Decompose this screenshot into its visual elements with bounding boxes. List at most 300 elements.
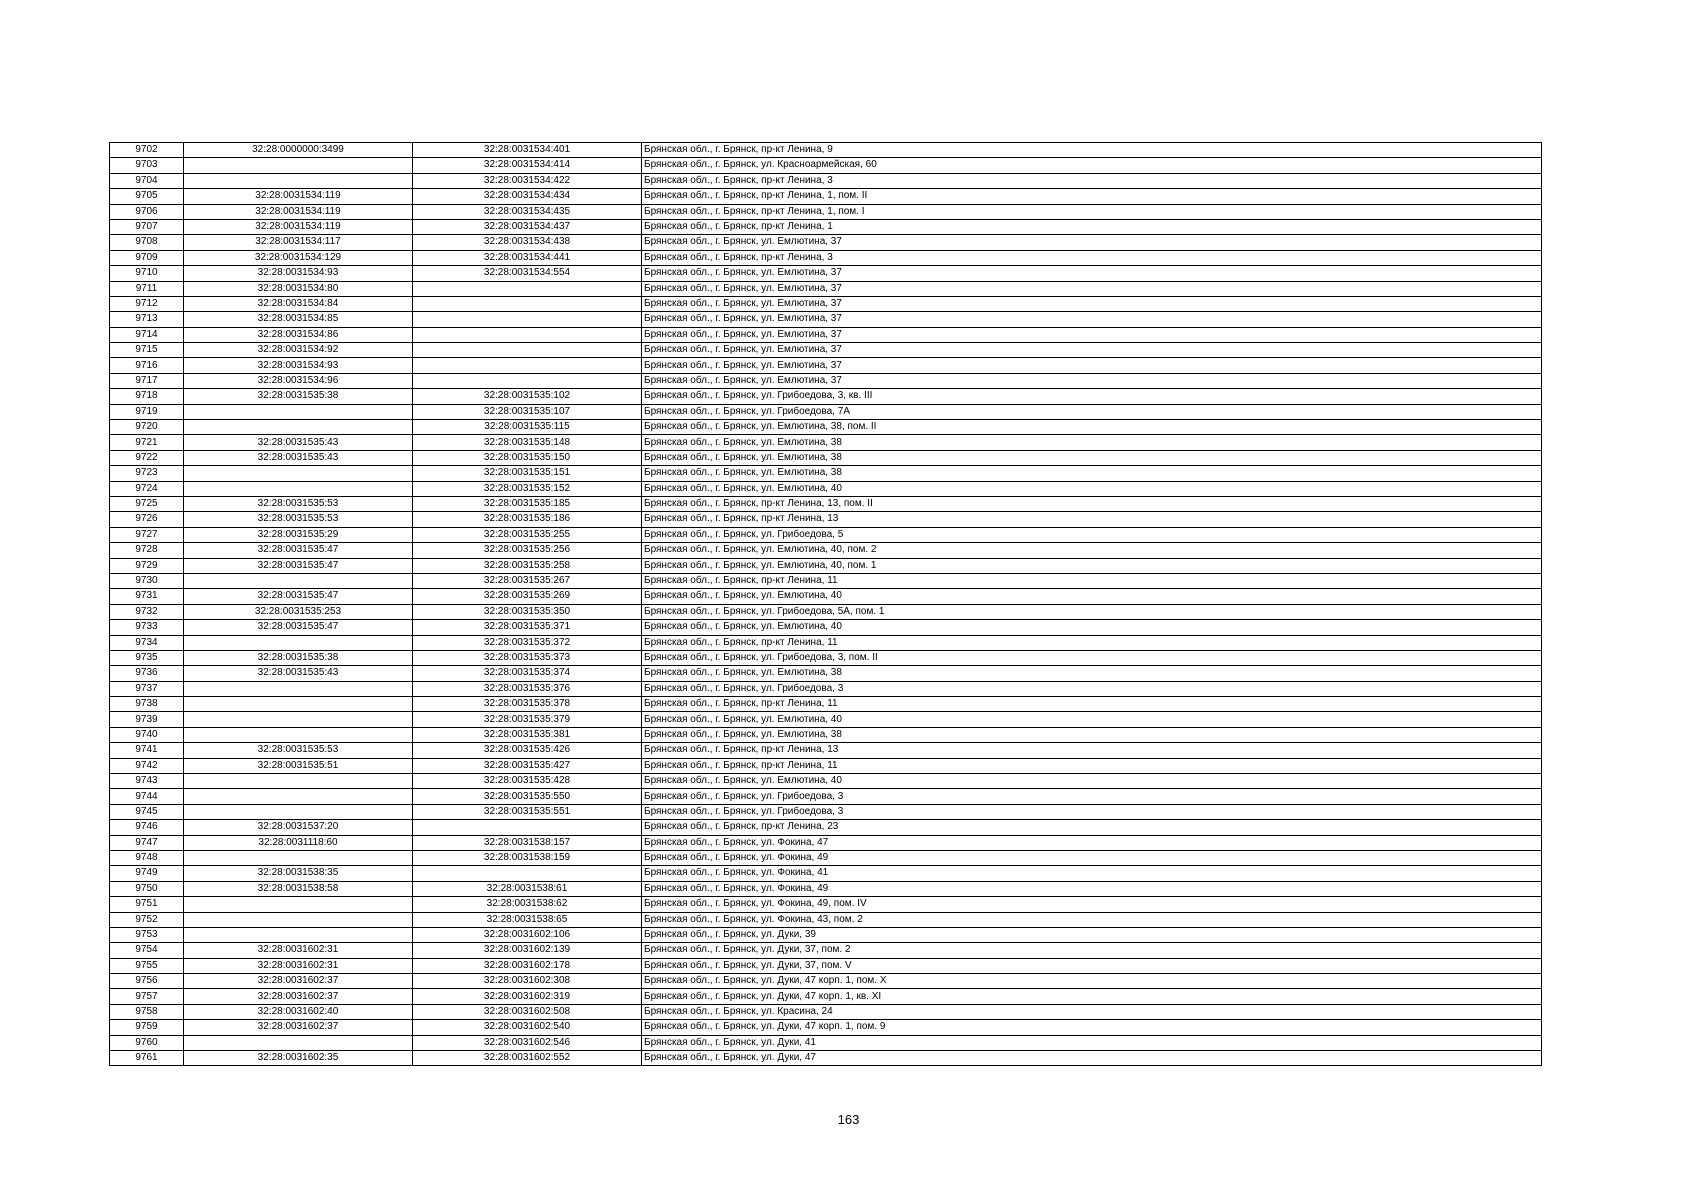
row-number-cell: 9729 xyxy=(110,558,184,573)
cadastral-number-cell: 32:28:0031535:372 xyxy=(413,635,642,650)
cadastral-number-cell: 32:28:0031535:379 xyxy=(413,712,642,727)
cadastral-number-cell: 32:28:0031534:435 xyxy=(413,204,642,219)
row-number-cell: 9724 xyxy=(110,481,184,496)
cadastral-number-cell xyxy=(413,358,642,373)
address-cell: Брянская обл., г. Брянск, ул. Грибоедова, 3 xyxy=(642,789,1542,804)
address-cell: Брянская обл., г. Брянск, ул. Емлютина, 40 xyxy=(642,589,1542,604)
table-row xyxy=(110,143,1542,158)
address-cell: Брянская обл., г. Брянск, ул. Дуки, 47 корп. 1, пом. X xyxy=(642,974,1542,989)
cadastral-number-cell: 32:28:0031538:157 xyxy=(413,835,642,850)
row-number-cell: 9761 xyxy=(110,1051,184,1066)
cadastral-number-cell: 32:28:0031535:376 xyxy=(413,681,642,696)
cadastral-number-cell xyxy=(413,327,642,342)
address-cell: Брянская обл., г. Брянск, ул. Емлютина, 40 xyxy=(642,620,1542,635)
cadastral-number-cell: 32:28:0031538:65 xyxy=(413,912,642,927)
previous-cadastral-number-cell xyxy=(184,927,413,942)
row-number-cell: 9760 xyxy=(110,1035,184,1050)
row-number-cell: 9759 xyxy=(110,1020,184,1035)
row-number-cell: 9751 xyxy=(110,897,184,912)
row-number-cell: 9742 xyxy=(110,758,184,773)
table-row xyxy=(110,774,1542,789)
row-number-cell: 9709 xyxy=(110,250,184,265)
row-number-cell: 9756 xyxy=(110,974,184,989)
address-cell: Брянская обл., г. Брянск, пр-кт Ленина, 11 xyxy=(642,635,1542,650)
row-number-cell: 9707 xyxy=(110,219,184,234)
address-cell: Брянская обл., г. Брянск, пр-кт Ленина, 11 xyxy=(642,758,1542,773)
address-cell: Брянская обл., г. Брянск, пр-кт Ленина, 13 xyxy=(642,743,1542,758)
previous-cadastral-number-cell: 32:28:0031535:43 xyxy=(184,666,413,681)
cadastral-number-cell xyxy=(413,866,642,881)
cadastral-number-cell: 32:28:0031534:434 xyxy=(413,189,642,204)
address-cell: Брянская обл., г. Брянск, ул. Емлютина, 37 xyxy=(642,235,1542,250)
address-cell: Брянская обл., г. Брянск, ул. Емлютина, 38 xyxy=(642,466,1542,481)
address-cell: Брянская обл., г. Брянск, пр-кт Ленина, 1, пом. II xyxy=(642,189,1542,204)
table-row xyxy=(110,343,1542,358)
row-number-cell: 9715 xyxy=(110,343,184,358)
records-table-body xyxy=(110,143,1542,1066)
cadastral-number-cell: 32:28:0031535:258 xyxy=(413,558,642,573)
previous-cadastral-number-cell: 32:28:0031602:35 xyxy=(184,1051,413,1066)
cadastral-number-cell: 32:28:0031602:319 xyxy=(413,989,642,1004)
cadastral-number-cell: 32:28:0031535:350 xyxy=(413,604,642,619)
table-row xyxy=(110,204,1542,219)
address-cell: Брянская обл., г. Брянск, пр-кт Ленина, 13, пом. II xyxy=(642,496,1542,511)
previous-cadastral-number-cell: 32:28:0031535:53 xyxy=(184,496,413,511)
previous-cadastral-number-cell: 32:28:0031535:29 xyxy=(184,527,413,542)
row-number-cell: 9721 xyxy=(110,435,184,450)
table-row xyxy=(110,250,1542,265)
address-cell: Брянская обл., г. Брянск, пр-кт Ленина, 23 xyxy=(642,820,1542,835)
previous-cadastral-number-cell xyxy=(184,420,413,435)
row-number-cell: 9746 xyxy=(110,820,184,835)
previous-cadastral-number-cell: 32:28:0031534:92 xyxy=(184,343,413,358)
address-cell: Брянская обл., г. Брянск, пр-кт Ленина, 3 xyxy=(642,250,1542,265)
address-cell: Брянская обл., г. Брянск, ул. Грибоедова, 7А xyxy=(642,404,1542,419)
previous-cadastral-number-cell xyxy=(184,774,413,789)
table-row xyxy=(110,589,1542,604)
table-row xyxy=(110,604,1542,619)
address-cell: Брянская обл., г. Брянск, ул. Емлютина, 40 xyxy=(642,481,1542,496)
address-cell: Брянская обл., г. Брянск, ул. Дуки, 47 корп. 1, кв. XI xyxy=(642,989,1542,1004)
previous-cadastral-number-cell xyxy=(184,573,413,588)
previous-cadastral-number-cell: 32:28:0031535:47 xyxy=(184,589,413,604)
previous-cadastral-number-cell: 32:28:0031535:47 xyxy=(184,558,413,573)
address-cell: Брянская обл., г. Брянск, пр-кт Ленина, 11 xyxy=(642,697,1542,712)
previous-cadastral-number-cell: 32:28:0000000:3499 xyxy=(184,143,413,158)
table-row xyxy=(110,989,1542,1004)
address-cell: Брянская обл., г. Брянск, ул. Емлютина, 37 xyxy=(642,281,1542,296)
cadastral-number-cell xyxy=(413,373,642,388)
row-number-cell: 9754 xyxy=(110,943,184,958)
table-row xyxy=(110,481,1542,496)
previous-cadastral-number-cell: 32:28:0031118:60 xyxy=(184,835,413,850)
table-row xyxy=(110,512,1542,527)
row-number-cell: 9713 xyxy=(110,312,184,327)
table-row xyxy=(110,789,1542,804)
previous-cadastral-number-cell: 32:28:0031535:47 xyxy=(184,620,413,635)
address-cell: Брянская обл., г. Брянск, ул. Емлютина, 40, пом. 2 xyxy=(642,543,1542,558)
row-number-cell: 9703 xyxy=(110,158,184,173)
row-number-cell: 9718 xyxy=(110,389,184,404)
row-number-cell: 9705 xyxy=(110,189,184,204)
row-number-cell: 9733 xyxy=(110,620,184,635)
table-row xyxy=(110,620,1542,635)
row-number-cell: 9736 xyxy=(110,666,184,681)
cadastral-number-cell: 32:28:0031535:107 xyxy=(413,404,642,419)
table-row xyxy=(110,835,1542,850)
cadastral-number-cell xyxy=(413,281,642,296)
row-number-cell: 9737 xyxy=(110,681,184,696)
previous-cadastral-number-cell: 32:28:0031538:58 xyxy=(184,881,413,896)
address-cell: Брянская обл., г. Брянск, ул. Грибоедова, 3 xyxy=(642,681,1542,696)
previous-cadastral-number-cell: 32:28:0031535:53 xyxy=(184,512,413,527)
cadastral-number-cell: 32:28:0031602:546 xyxy=(413,1035,642,1050)
table-row xyxy=(110,850,1542,865)
address-cell: Брянская обл., г. Брянск, ул. Фокина, 49, пом. IV xyxy=(642,897,1542,912)
cadastral-number-cell: 32:28:0031535:148 xyxy=(413,435,642,450)
table-row xyxy=(110,235,1542,250)
cadastral-number-cell xyxy=(413,820,642,835)
row-number-cell: 9755 xyxy=(110,958,184,973)
previous-cadastral-number-cell: 32:28:0031602:40 xyxy=(184,1004,413,1019)
table-row xyxy=(110,543,1542,558)
row-number-cell: 9722 xyxy=(110,450,184,465)
previous-cadastral-number-cell: 32:28:0031534:119 xyxy=(184,219,413,234)
table-row xyxy=(110,912,1542,927)
previous-cadastral-number-cell: 32:28:0031535:38 xyxy=(184,389,413,404)
row-number-cell: 9712 xyxy=(110,296,184,311)
cadastral-number-cell: 32:28:0031602:106 xyxy=(413,927,642,942)
cadastral-number-cell: 32:28:0031535:378 xyxy=(413,697,642,712)
table-row xyxy=(110,820,1542,835)
row-number-cell: 9740 xyxy=(110,727,184,742)
address-cell: Брянская обл., г. Брянск, ул. Емлютина, 40, пом. 1 xyxy=(642,558,1542,573)
previous-cadastral-number-cell: 32:28:0031537:20 xyxy=(184,820,413,835)
previous-cadastral-number-cell xyxy=(184,173,413,188)
previous-cadastral-number-cell xyxy=(184,1035,413,1050)
address-cell: Брянская обл., г. Брянск, ул. Грибоедова, 5 xyxy=(642,527,1542,542)
address-cell: Брянская обл., г. Брянск, пр-кт Ленина, 9 xyxy=(642,143,1542,158)
table-row xyxy=(110,681,1542,696)
cadastral-number-cell: 32:28:0031534:437 xyxy=(413,219,642,234)
table-row xyxy=(110,219,1542,234)
table-row xyxy=(110,758,1542,773)
address-cell: Брянская обл., г. Брянск, пр-кт Ленина, 1, пом. I xyxy=(642,204,1542,219)
cadastral-number-cell: 32:28:0031602:508 xyxy=(413,1004,642,1019)
previous-cadastral-number-cell xyxy=(184,912,413,927)
previous-cadastral-number-cell: 32:28:0031538:35 xyxy=(184,866,413,881)
table-row xyxy=(110,974,1542,989)
cadastral-number-cell: 32:28:0031535:267 xyxy=(413,573,642,588)
row-number-cell: 9714 xyxy=(110,327,184,342)
table-row xyxy=(110,743,1542,758)
previous-cadastral-number-cell xyxy=(184,712,413,727)
table-row xyxy=(110,420,1542,435)
previous-cadastral-number-cell: 32:28:0031534:119 xyxy=(184,189,413,204)
cadastral-number-cell: 32:28:0031534:401 xyxy=(413,143,642,158)
previous-cadastral-number-cell: 32:28:0031535:53 xyxy=(184,743,413,758)
previous-cadastral-number-cell xyxy=(184,727,413,742)
page-number: 163 xyxy=(837,1112,860,1127)
previous-cadastral-number-cell: 32:28:0031602:37 xyxy=(184,974,413,989)
cadastral-number-cell: 32:28:0031535:426 xyxy=(413,743,642,758)
table-row xyxy=(110,327,1542,342)
row-number-cell: 9747 xyxy=(110,835,184,850)
cadastral-number-cell: 32:28:0031535:255 xyxy=(413,527,642,542)
row-number-cell: 9719 xyxy=(110,404,184,419)
cadastral-number-cell: 32:28:0031538:62 xyxy=(413,897,642,912)
address-cell: Брянская обл., г. Брянск, ул. Емлютина, 37 xyxy=(642,373,1542,388)
row-number-cell: 9710 xyxy=(110,266,184,281)
previous-cadastral-number-cell: 32:28:0031535:38 xyxy=(184,650,413,665)
table-row xyxy=(110,496,1542,511)
row-number-cell: 9753 xyxy=(110,927,184,942)
cadastral-number-cell: 32:28:0031535:185 xyxy=(413,496,642,511)
address-cell: Брянская обл., г. Брянск, ул. Красина, 24 xyxy=(642,1004,1542,1019)
address-cell: Брянская обл., г. Брянск, ул. Грибоедова, 5А, пом. 1 xyxy=(642,604,1542,619)
previous-cadastral-number-cell xyxy=(184,804,413,819)
previous-cadastral-number-cell: 32:28:0031534:119 xyxy=(184,204,413,219)
address-cell: Брянская обл., г. Брянск, ул. Фокина, 49 xyxy=(642,881,1542,896)
previous-cadastral-number-cell: 32:28:0031534:129 xyxy=(184,250,413,265)
table-row xyxy=(110,435,1542,450)
table-row xyxy=(110,358,1542,373)
table-row xyxy=(110,804,1542,819)
address-cell: Брянская обл., г. Брянск, пр-кт Ленина, 13 xyxy=(642,512,1542,527)
row-number-cell: 9743 xyxy=(110,774,184,789)
table-row xyxy=(110,450,1542,465)
cadastral-number-cell: 32:28:0031602:139 xyxy=(413,943,642,958)
cadastral-number-cell xyxy=(413,343,642,358)
cadastral-number-cell: 32:28:0031534:422 xyxy=(413,173,642,188)
previous-cadastral-number-cell: 32:28:0031535:51 xyxy=(184,758,413,773)
cadastral-number-cell: 32:28:0031535:102 xyxy=(413,389,642,404)
table-row xyxy=(110,897,1542,912)
row-number-cell: 9734 xyxy=(110,635,184,650)
address-cell: Брянская обл., г. Брянск, ул. Емлютина, 40 xyxy=(642,712,1542,727)
address-cell: Брянская обл., г. Брянск, пр-кт Ленина, 11 xyxy=(642,573,1542,588)
row-number-cell: 9717 xyxy=(110,373,184,388)
cadastral-number-cell: 32:28:0031535:374 xyxy=(413,666,642,681)
previous-cadastral-number-cell: 32:28:0031535:253 xyxy=(184,604,413,619)
table-row xyxy=(110,866,1542,881)
previous-cadastral-number-cell: 32:28:0031602:31 xyxy=(184,958,413,973)
previous-cadastral-number-cell xyxy=(184,681,413,696)
cadastral-number-cell: 32:28:0031535:186 xyxy=(413,512,642,527)
cadastral-number-cell: 32:28:0031538:159 xyxy=(413,850,642,865)
cadastral-number-cell: 32:28:0031535:428 xyxy=(413,774,642,789)
cadastral-number-cell xyxy=(413,296,642,311)
row-number-cell: 9741 xyxy=(110,743,184,758)
records-table xyxy=(109,142,1542,1066)
address-cell: Брянская обл., г. Брянск, ул. Дуки, 39 xyxy=(642,927,1542,942)
address-cell: Брянская обл., г. Брянск, ул. Дуки, 41 xyxy=(642,1035,1542,1050)
previous-cadastral-number-cell: 32:28:0031535:43 xyxy=(184,450,413,465)
table-row xyxy=(110,1004,1542,1019)
cadastral-number-cell: 32:28:0031535:151 xyxy=(413,466,642,481)
previous-cadastral-number-cell: 32:28:0031534:80 xyxy=(184,281,413,296)
cadastral-number-cell: 32:28:0031534:554 xyxy=(413,266,642,281)
address-cell: Брянская обл., г. Брянск, ул. Фокина, 47 xyxy=(642,835,1542,850)
table-row xyxy=(110,296,1542,311)
table-row xyxy=(110,727,1542,742)
table-row xyxy=(110,312,1542,327)
address-cell: Брянская обл., г. Брянск, ул. Красноармейская, 60 xyxy=(642,158,1542,173)
previous-cadastral-number-cell: 32:28:0031534:85 xyxy=(184,312,413,327)
table-row xyxy=(110,635,1542,650)
row-number-cell: 9702 xyxy=(110,143,184,158)
table-row xyxy=(110,881,1542,896)
previous-cadastral-number-cell xyxy=(184,897,413,912)
previous-cadastral-number-cell: 32:28:0031534:117 xyxy=(184,235,413,250)
address-cell: Брянская обл., г. Брянск, ул. Емлютина, 37 xyxy=(642,296,1542,311)
previous-cadastral-number-cell: 32:28:0031535:47 xyxy=(184,543,413,558)
previous-cadastral-number-cell xyxy=(184,481,413,496)
address-cell: Брянская обл., г. Брянск, ул. Емлютина, 38, пом. II xyxy=(642,420,1542,435)
cadastral-number-cell: 32:28:0031538:61 xyxy=(413,881,642,896)
previous-cadastral-number-cell xyxy=(184,635,413,650)
previous-cadastral-number-cell xyxy=(184,466,413,481)
cadastral-number-cell: 32:28:0031534:441 xyxy=(413,250,642,265)
row-number-cell: 9752 xyxy=(110,912,184,927)
row-number-cell: 9708 xyxy=(110,235,184,250)
address-cell: Брянская обл., г. Брянск, ул. Емлютина, 37 xyxy=(642,266,1542,281)
cadastral-number-cell: 32:28:0031535:381 xyxy=(413,727,642,742)
address-cell: Брянская обл., г. Брянск, ул. Емлютина, 37 xyxy=(642,327,1542,342)
row-number-cell: 9727 xyxy=(110,527,184,542)
table-row xyxy=(110,527,1542,542)
table-row xyxy=(110,1035,1542,1050)
previous-cadastral-number-cell: 32:28:0031534:96 xyxy=(184,373,413,388)
table-row xyxy=(110,666,1542,681)
row-number-cell: 9726 xyxy=(110,512,184,527)
previous-cadastral-number-cell: 32:28:0031602:37 xyxy=(184,1020,413,1035)
row-number-cell: 9744 xyxy=(110,789,184,804)
previous-cadastral-number-cell: 32:28:0031602:31 xyxy=(184,943,413,958)
address-cell: Брянская обл., г. Брянск, ул. Емлютина, 38 xyxy=(642,450,1542,465)
row-number-cell: 9704 xyxy=(110,173,184,188)
cadastral-number-cell: 32:28:0031535:256 xyxy=(413,543,642,558)
table-row xyxy=(110,558,1542,573)
row-number-cell: 9738 xyxy=(110,697,184,712)
row-number-cell: 9732 xyxy=(110,604,184,619)
cadastral-number-cell: 32:28:0031535:373 xyxy=(413,650,642,665)
cadastral-number-cell: 32:28:0031535:550 xyxy=(413,789,642,804)
cadastral-number-cell: 32:28:0031535:115 xyxy=(413,420,642,435)
table-row xyxy=(110,697,1542,712)
table-row xyxy=(110,573,1542,588)
cadastral-number-cell: 32:28:0031602:308 xyxy=(413,974,642,989)
previous-cadastral-number-cell: 32:28:0031602:37 xyxy=(184,989,413,1004)
address-cell: Брянская обл., г. Брянск, ул. Дуки, 37, пом. 2 xyxy=(642,943,1542,958)
previous-cadastral-number-cell: 32:28:0031534:84 xyxy=(184,296,413,311)
row-number-cell: 9745 xyxy=(110,804,184,819)
address-cell: Брянская обл., г. Брянск, ул. Емлютина, 40 xyxy=(642,774,1542,789)
address-cell: Брянская обл., г. Брянск, пр-кт Ленина, 1 xyxy=(642,219,1542,234)
row-number-cell: 9720 xyxy=(110,420,184,435)
cadastral-number-cell: 32:28:0031602:178 xyxy=(413,958,642,973)
row-number-cell: 9750 xyxy=(110,881,184,896)
previous-cadastral-number-cell xyxy=(184,404,413,419)
previous-cadastral-number-cell xyxy=(184,158,413,173)
table-row xyxy=(110,173,1542,188)
table-row xyxy=(110,266,1542,281)
address-cell: Брянская обл., г. Брянск, ул. Фокина, 49 xyxy=(642,850,1542,865)
table-row xyxy=(110,189,1542,204)
address-cell: Брянская обл., г. Брянск, ул. Емлютина, 38 xyxy=(642,727,1542,742)
previous-cadastral-number-cell: 32:28:0031534:93 xyxy=(184,358,413,373)
row-number-cell: 9757 xyxy=(110,989,184,1004)
address-cell: Брянская обл., г. Брянск, ул. Грибоедова, 3, кв. III xyxy=(642,389,1542,404)
row-number-cell: 9758 xyxy=(110,1004,184,1019)
previous-cadastral-number-cell: 32:28:0031534:86 xyxy=(184,327,413,342)
table-row xyxy=(110,281,1542,296)
row-number-cell: 9749 xyxy=(110,866,184,881)
cadastral-number-cell: 32:28:0031535:150 xyxy=(413,450,642,465)
previous-cadastral-number-cell: 32:28:0031535:43 xyxy=(184,435,413,450)
row-number-cell: 9735 xyxy=(110,650,184,665)
previous-cadastral-number-cell xyxy=(184,850,413,865)
row-number-cell: 9723 xyxy=(110,466,184,481)
table-row xyxy=(110,712,1542,727)
table-row xyxy=(110,158,1542,173)
table-row xyxy=(110,943,1542,958)
address-cell: Брянская обл., г. Брянск, ул. Емлютина, 37 xyxy=(642,358,1542,373)
address-cell: Брянская обл., г. Брянск, ул. Грибоедова, 3, пом. II xyxy=(642,650,1542,665)
cadastral-number-cell: 32:28:0031535:371 xyxy=(413,620,642,635)
table-row xyxy=(110,650,1542,665)
table-row xyxy=(110,389,1542,404)
previous-cadastral-number-cell xyxy=(184,697,413,712)
row-number-cell: 9716 xyxy=(110,358,184,373)
table-row xyxy=(110,1051,1542,1066)
cadastral-number-cell xyxy=(413,312,642,327)
address-cell: Брянская обл., г. Брянск, ул. Дуки, 37, пом. V xyxy=(642,958,1542,973)
previous-cadastral-number-cell: 32:28:0031534:93 xyxy=(184,266,413,281)
address-cell: Брянская обл., г. Брянск, ул. Грибоедова, 3 xyxy=(642,804,1542,819)
row-number-cell: 9739 xyxy=(110,712,184,727)
address-cell: Брянская обл., г. Брянск, ул. Емлютина, 38 xyxy=(642,666,1542,681)
cadastral-number-cell: 32:28:0031602:540 xyxy=(413,1020,642,1035)
row-number-cell: 9725 xyxy=(110,496,184,511)
table-row xyxy=(110,958,1542,973)
address-cell: Брянская обл., г. Брянск, ул. Фокина, 43, пом. 2 xyxy=(642,912,1542,927)
row-number-cell: 9730 xyxy=(110,573,184,588)
cadastral-number-cell: 32:28:0031535:152 xyxy=(413,481,642,496)
cadastral-number-cell: 32:28:0031602:552 xyxy=(413,1051,642,1066)
address-cell: Брянская обл., г. Брянск, ул. Фокина, 41 xyxy=(642,866,1542,881)
table-row xyxy=(110,1020,1542,1035)
cadastral-number-cell: 32:28:0031535:427 xyxy=(413,758,642,773)
previous-cadastral-number-cell xyxy=(184,789,413,804)
table-row xyxy=(110,466,1542,481)
cadastral-number-cell: 32:28:0031535:551 xyxy=(413,804,642,819)
address-cell: Брянская обл., г. Брянск, ул. Емлютина, 37 xyxy=(642,343,1542,358)
address-cell: Брянская обл., г. Брянск, пр-кт Ленина, 3 xyxy=(642,173,1542,188)
row-number-cell: 9731 xyxy=(110,589,184,604)
address-cell: Брянская обл., г. Брянск, ул. Дуки, 47 корп. 1, пом. 9 xyxy=(642,1020,1542,1035)
address-cell: Брянская обл., г. Брянск, ул. Дуки, 47 xyxy=(642,1051,1542,1066)
row-number-cell: 9728 xyxy=(110,543,184,558)
row-number-cell: 9706 xyxy=(110,204,184,219)
address-cell: Брянская обл., г. Брянск, ул. Емлютина, 37 xyxy=(642,312,1542,327)
cadastral-number-cell: 32:28:0031534:438 xyxy=(413,235,642,250)
cadastral-number-cell: 32:28:0031534:414 xyxy=(413,158,642,173)
table-row xyxy=(110,373,1542,388)
table-row xyxy=(110,404,1542,419)
table-row xyxy=(110,927,1542,942)
row-number-cell: 9711 xyxy=(110,281,184,296)
